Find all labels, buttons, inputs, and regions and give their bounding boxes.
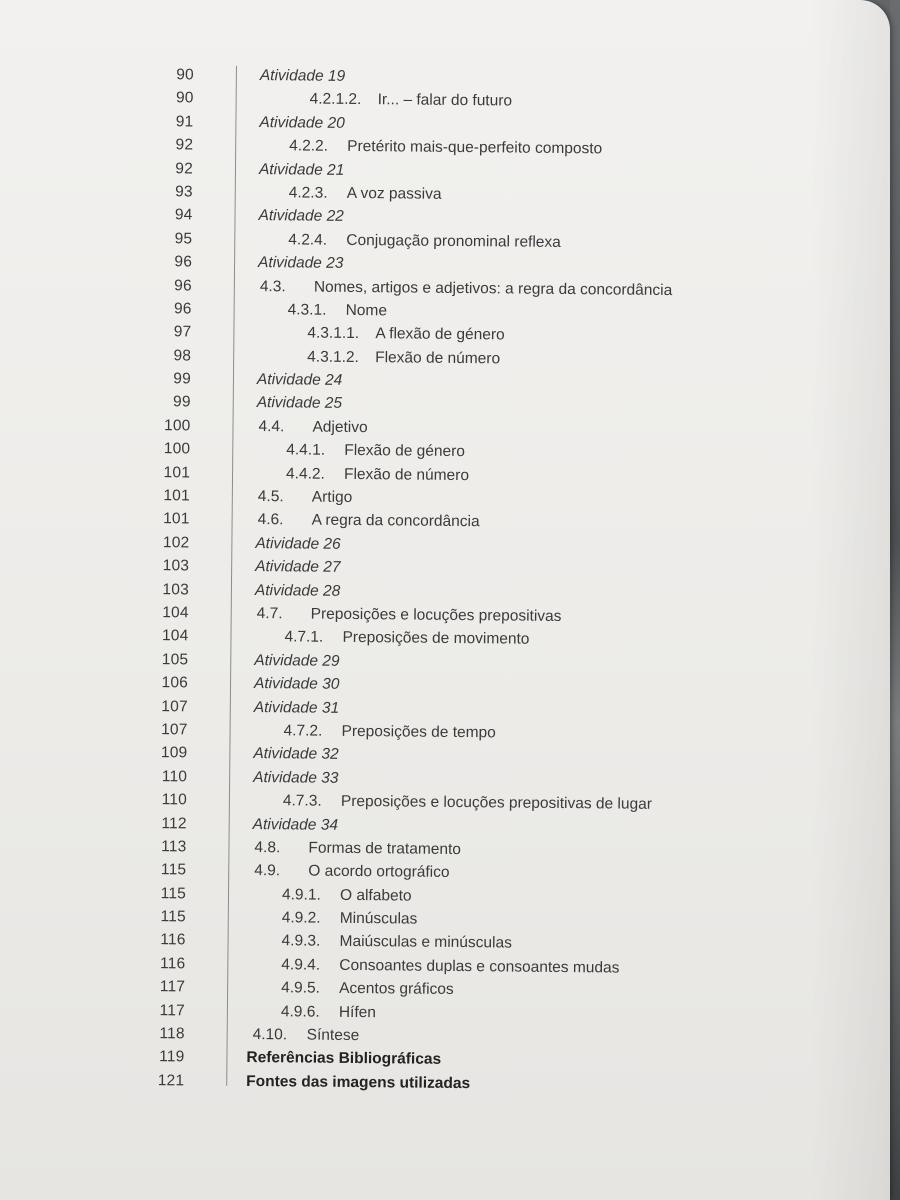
toc-activity-title: Atividade 27 — [255, 558, 341, 577]
toc-page-number: 96 — [173, 300, 192, 318]
toc-page-number: 101 — [163, 463, 191, 482]
page-edge-shadow — [810, 0, 890, 1200]
toc-section-entry — [282, 883, 412, 908]
toc-page-number: 93 — [175, 183, 193, 201]
toc-section-number: 4.2.3. — [288, 184, 328, 202]
toc-activity-title: Atividade 32 — [253, 745, 339, 764]
toc-page-number: 90 — [175, 89, 194, 107]
toc-page-number: 91 — [175, 113, 194, 131]
toc-section-title: Conjugação pronominal reflexa — [346, 231, 561, 251]
toc-activity-title: Atividade 22 — [258, 207, 344, 226]
toc-section-number: 4.3.1. — [287, 301, 327, 319]
toc-section-title: Preposições e locuções prepositivas — [310, 605, 562, 625]
toc-page-number: 100 — [163, 417, 191, 435]
toc-activity-title: Atividade 29 — [254, 651, 340, 670]
toc-page-number: 101 — [163, 487, 190, 505]
toc-page-number: 96 — [174, 253, 193, 271]
toc-page-number: 110 — [161, 791, 188, 809]
toc-backmatter-title: Fontes das imagens utilizadas — [246, 1072, 471, 1092]
toc-page-number: 103 — [162, 580, 190, 598]
toc-section-title: Nomes, artigos e adjetivos: a regra da concordância — [313, 278, 673, 299]
table-of-contents — [140, 63, 710, 1098]
toc-section-number: 4.3. — [259, 277, 286, 295]
toc-section-title: Consoantes duplas e consoantes mudas — [339, 956, 620, 977]
toc-page-number: 95 — [174, 229, 193, 248]
toc-page-number: 116 — [160, 931, 186, 949]
toc-section-number: 4.9.2. — [281, 909, 321, 927]
toc-section-entry — [286, 439, 465, 464]
toc-section-entry — [281, 953, 619, 980]
toc-page-number: 115 — [160, 861, 187, 879]
toc-section-title: Pretérito mais-que-perfeito composto — [347, 138, 603, 158]
toc-section-entry — [283, 789, 652, 816]
toc-page-number: 102 — [162, 533, 190, 552]
toc-activity-title: Atividade 33 — [253, 768, 339, 787]
toc-backmatter-title: Referências Bibliográficas — [246, 1049, 442, 1069]
toc-activity-title: Atividade 26 — [255, 534, 341, 553]
toc-section-number: 4.7.3. — [282, 792, 322, 810]
toc-activity-title: Atividade 30 — [253, 675, 340, 694]
toc-activity-title: Atividade 20 — [259, 113, 345, 132]
toc-section-number: 4.4.1. — [286, 441, 326, 459]
toc-section-entry — [286, 462, 469, 487]
toc-section-title: Flexão de número — [343, 465, 470, 484]
toc-section-title: Preposições de tempo — [341, 722, 496, 742]
toc-section-number: 4.9.6. — [280, 1002, 320, 1021]
toc-section-entry — [253, 1023, 360, 1047]
toc-section-title: Maiúsculas e minúsculas — [339, 933, 512, 952]
toc-section-number: 4.5. — [257, 488, 284, 506]
toc-page-number: 113 — [161, 838, 187, 856]
toc-section-title: Preposições e locuções prepositivas de lugar — [340, 792, 653, 813]
toc-section-entry — [289, 181, 442, 206]
toc-page-number: 104 — [161, 627, 189, 645]
toc-section-title: Formas de tratamento — [308, 839, 462, 858]
toc-section-number: 4.3.1.2. — [307, 348, 359, 366]
toc-section-entry — [284, 626, 529, 652]
toc-section-entry — [289, 135, 602, 161]
toc-activity-title: Atividade 19 — [259, 67, 346, 85]
toc-section-entry — [281, 1000, 376, 1024]
toc-section-title: A voz passiva — [346, 184, 442, 203]
toc-page-number: 105 — [161, 650, 189, 669]
toc-section-entry — [254, 859, 450, 884]
toc-section-number: 4.9. — [254, 862, 281, 880]
toc-section-entry — [257, 602, 562, 628]
toc-page-number: 121 — [157, 1071, 185, 1090]
toc-section-entry — [258, 415, 367, 439]
toc-page-number: 107 — [161, 697, 188, 715]
toc-section-number: 4.4. — [258, 417, 285, 436]
toc-page-number: 97 — [173, 323, 192, 341]
toc-page-number: 99 — [173, 393, 191, 411]
toc-section-number: 4.2.2. — [289, 137, 329, 155]
toc-page-number: 112 — [161, 814, 187, 832]
toc-section-number: 4.2.1.2. — [309, 90, 362, 109]
toc-section-title: O alfabeto — [339, 886, 412, 905]
toc-section-number: 4.7.1. — [284, 628, 324, 647]
toc-section-title: Nome — [345, 301, 388, 320]
toc-section-number: 4.9.1. — [281, 885, 321, 904]
toc-section-number: 4.4.2. — [285, 464, 325, 483]
toc-section-entry — [254, 836, 461, 861]
toc-section-title: Acentos gráficos — [339, 980, 454, 999]
toc-section-entry — [283, 719, 495, 744]
toc-section-title: Preposições de movimento — [342, 629, 530, 649]
toc-page-number: 101 — [163, 510, 190, 528]
toc-page-number: 109 — [160, 744, 188, 762]
toc-page-number: 90 — [176, 66, 194, 84]
toc-page-number: 103 — [162, 557, 190, 575]
toc-section-title: Flexão de género — [344, 442, 466, 461]
toc-activity-title: Atividade 24 — [256, 371, 343, 389]
toc-section-title: Ir... – falar do futuro — [377, 91, 513, 110]
toc-activity-title: Atividade 21 — [258, 160, 345, 179]
toc-section-entry — [288, 298, 388, 322]
toc-section-entry — [310, 88, 513, 113]
toc-section-number: 4.8. — [254, 838, 281, 857]
toc-page-number: 115 — [160, 908, 186, 926]
toc-activity-title: Atividade 34 — [252, 815, 339, 834]
toc-section-number: 4.3.1.1. — [307, 324, 360, 343]
toc-section-number: 4.9.4. — [281, 956, 321, 974]
toc-page-number: 117 — [159, 1001, 185, 1020]
toc-page-number: 117 — [159, 978, 186, 996]
toc-activity-title: Atividade 25 — [256, 394, 343, 413]
toc-section-title: Minúsculas — [339, 909, 418, 928]
toc-page-number: 106 — [161, 674, 189, 692]
toc-page-number: 104 — [162, 604, 189, 622]
toc-section-entry — [281, 930, 512, 956]
toc-section-title: Hífen — [338, 1003, 377, 1021]
toc-page-number: 96 — [174, 276, 192, 294]
toc-page-number: 115 — [160, 884, 187, 903]
toc-section-entry — [307, 345, 500, 370]
toc-section-entry — [288, 228, 561, 254]
toc-section-number: 4.7.2. — [283, 722, 323, 740]
toc-page-number: 98 — [173, 346, 192, 365]
toc-page-number: 92 — [175, 136, 194, 154]
toc-section-number: 4.6. — [257, 511, 284, 529]
toc-row — [140, 1069, 700, 1098]
toc-section-title: A flexão de género — [375, 325, 505, 344]
toc-page-number: 94 — [174, 206, 193, 224]
toc-section-number: 4.10. — [252, 1026, 288, 1044]
toc-section-title: A regra da concordância — [311, 511, 480, 531]
toc-section-entry — [282, 906, 418, 931]
toc-section-number: 4.9.3. — [281, 932, 321, 951]
toc-section-title: O acordo ortográfico — [308, 862, 450, 882]
toc-section-title: Adjetivo — [312, 418, 368, 436]
toc-section-entry — [258, 508, 480, 534]
toc-page-number: 119 — [159, 1048, 185, 1066]
toc-page-number: 99 — [173, 370, 192, 388]
toc-section-number: 4.7. — [256, 605, 283, 623]
toc-section-entry — [258, 485, 353, 509]
toc-section-title: Artigo — [311, 488, 353, 506]
toc-page-number: 116 — [159, 954, 186, 973]
toc-page-number: 118 — [159, 1025, 185, 1043]
toc-section-title: Flexão de número — [375, 348, 501, 368]
toc-section-title: Síntese — [306, 1026, 360, 1045]
toc-activity-title: Atividade 31 — [253, 698, 340, 717]
toc-section-number: 4.9.5. — [281, 979, 320, 997]
toc-section-number: 4.2.4. — [288, 231, 328, 249]
toc-section-entry — [307, 322, 504, 347]
toc-activity-title: Atividade 28 — [254, 581, 341, 600]
toc-page-number: 92 — [175, 159, 194, 177]
toc-activity-title: Atividade 23 — [258, 254, 344, 272]
toc-page-number: 100 — [163, 440, 191, 458]
toc-section-entry — [281, 977, 454, 1002]
toc-page-number: 107 — [161, 721, 188, 739]
toc-page-number: 110 — [161, 767, 188, 786]
